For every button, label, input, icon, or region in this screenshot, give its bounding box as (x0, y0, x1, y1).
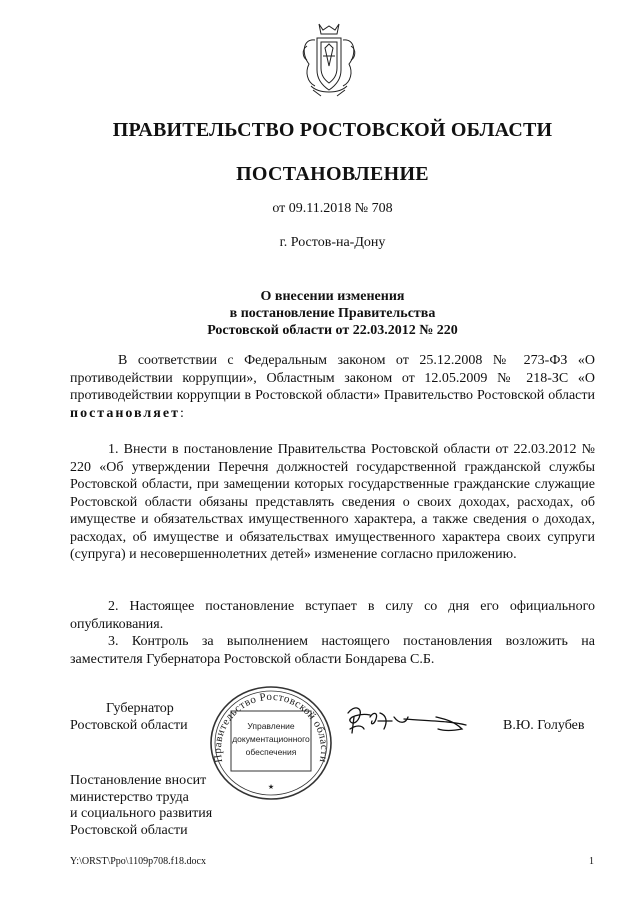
handwritten-signature-icon (340, 695, 470, 745)
place-of-issue: г. Ростов-на-Дону (279, 235, 386, 250)
stamp-inner-text: Управление (247, 721, 295, 731)
stamp-inner-text: документационного (232, 734, 310, 744)
subject-line: в постановление Правительства (229, 306, 436, 321)
resolves-keyword: постановляет (70, 405, 180, 421)
governor-title-line: Ростовской области (70, 718, 188, 733)
resolves-colon: : (179, 405, 184, 421)
subject-line: О внесении изменения (260, 289, 405, 304)
stamp-inner-text: обеспечения (245, 747, 297, 757)
clause-2: 2. Настоящее постановление вступает в силу со дня его официального опубликования. (70, 599, 595, 632)
clause-3: 3. Контроль за выполнением настоящего постановления возложить на заместителя Губернатора Ростовской области Бондарева С.Б. (70, 634, 595, 667)
clause-1: 1. Внести в постановление Правительства Ростовской области от 22.03.2012 № 220 «Об утверждении Перечня должностей государственной гражданской службы Ростовской области, при замещении которых государственные гражданские служащие Ростовской области обязаны представлять сведения о своих доходах, расходах, об имуществе и обязательствах имущественного характера, а также сведения о доходах, расходах, об имуществе и обязательствах имущественного характера своих супруги (супруга) и несовершеннолетних детей» изменение согласно приложению. (70, 442, 595, 562)
preamble-paragraph (70, 352, 595, 422)
submitted-by-line: Ростовской области (70, 822, 188, 838)
date-and-number: от 09.11.2018 № 708 (272, 201, 393, 216)
stamp-star-icon: ★ (267, 783, 275, 791)
document-subject (70, 288, 595, 339)
submitted-by-note (70, 773, 212, 839)
governor-title-line: Губернатор (106, 701, 174, 716)
page-number: 1 (589, 856, 594, 867)
official-stamp (207, 681, 335, 801)
governor-title (70, 700, 188, 734)
coat-of-arms-icon (297, 20, 361, 100)
subject-line: Ростовской области от 22.03.2012 № 220 (207, 323, 458, 338)
submitted-by-line: и социального развития (70, 806, 213, 821)
preamble-text: В соответствии с Федеральным законом от 25.12.2008 № 273-ФЗ «О противодействии коррупции», Областным законом от 12.05.2009 № 218-ЗС «О противодействии коррупции в Ростовской области» Правительство Ростовской области (70, 353, 595, 403)
submitted-by-line: Постановление вносит (70, 773, 207, 788)
authority-title: ПРАВИТЕЛЬСТВО РОСТОВСКОЙ ОБЛАСТИ (112, 119, 553, 141)
signer-name: В.Ю. Голубев (503, 718, 585, 733)
document-type-title: ПОСТАНОВЛЕНИЕ (236, 163, 429, 185)
file-path: Y:\ORST\Ppo\1109p708.f18.docx (70, 856, 206, 867)
submitted-by-line: министерство труда (70, 789, 189, 805)
stamp-outer-text: Правительство Ростовской области (211, 690, 331, 764)
